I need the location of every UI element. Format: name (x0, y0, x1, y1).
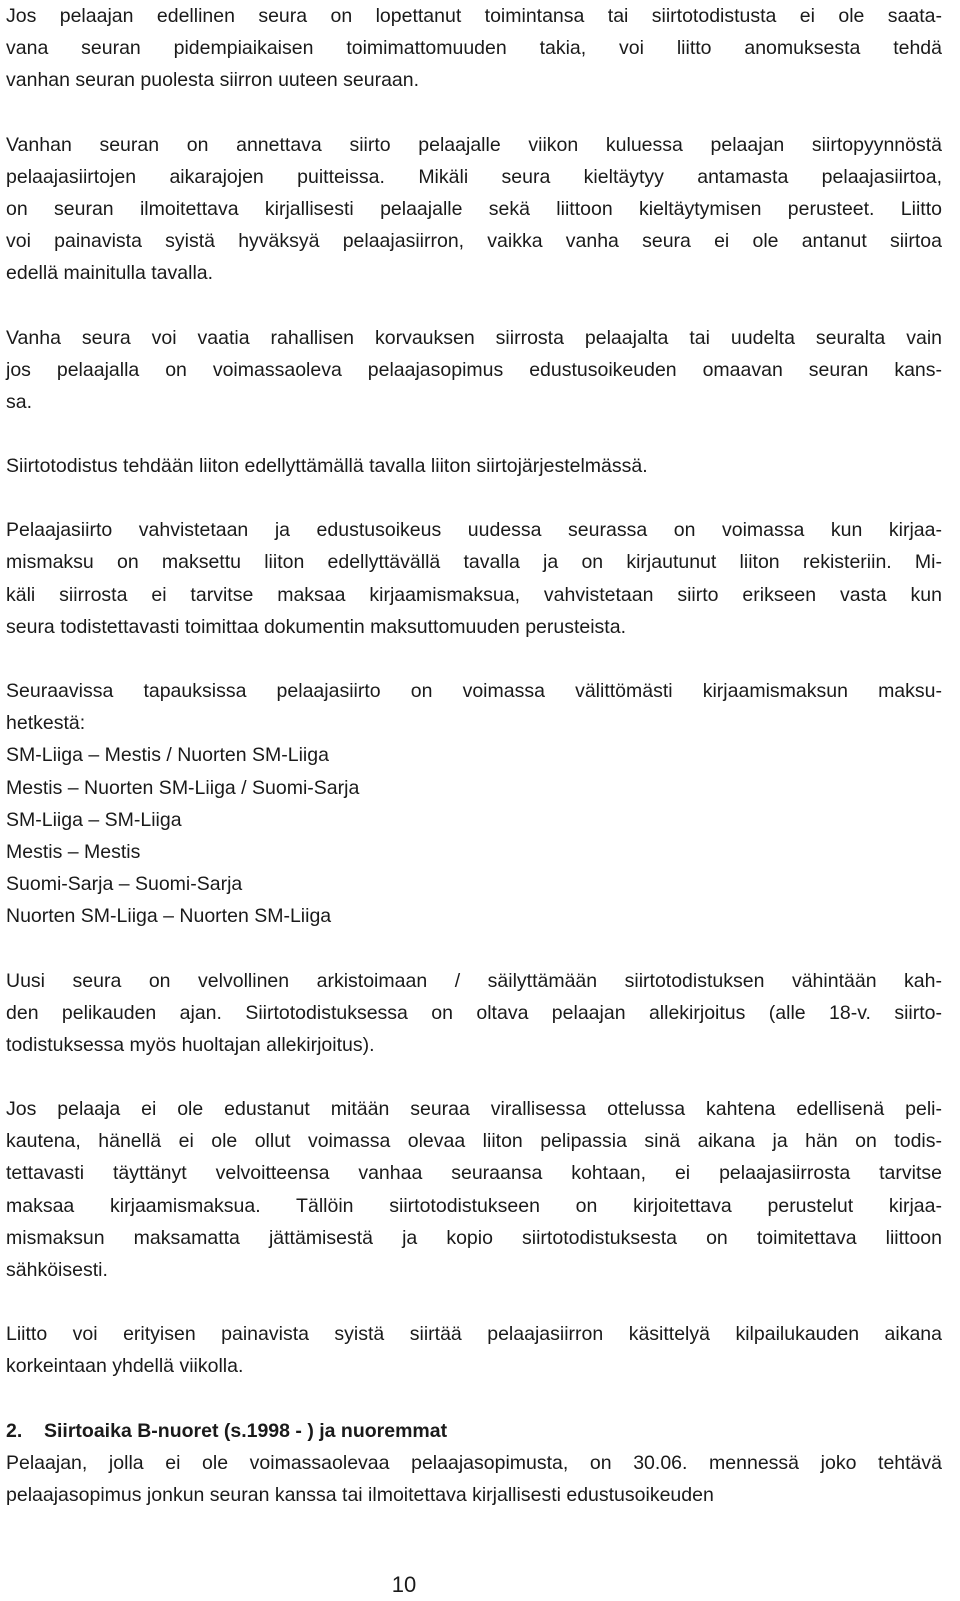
paragraph-compensation (6, 322, 942, 419)
text-line: hetkestä: (6, 712, 86, 735)
text-line: todistuksessa myös huoltajan allekirjoitus). (6, 1033, 375, 1056)
text-line: voi painavista syistä hyväksyä pelaajasiirron, vaikka vanha seura ei ole antanut siirtoa (6, 230, 942, 253)
paragraph-transfer-system (6, 450, 942, 482)
text-line: sähköisesti. (6, 1259, 108, 1281)
text-line: vana seuran pidempiaikaisen toimimattomuuden takia, voi liitto anomuksesta tehdä (6, 37, 942, 60)
league-pair-item: Mestis – Mestis (6, 840, 141, 863)
league-pair-item: SM-Liiga – SM-Liiga (6, 808, 182, 831)
text-line: seura todistettavasti toimittaa dokumentin maksuttomuuden perusteista. (6, 615, 626, 638)
text-line: käli siirrosta ei tarvitse maksaa kirjaamismaksua, vahvistetaan siirto erikseen vasta kun (6, 583, 942, 606)
document-page (6, 0, 942, 1511)
section-title: Siirtoaika B-nuoret (s.1998 - ) ja nuoremmat (44, 1419, 448, 1442)
league-pair-item: Suomi-Sarja – Suomi-Sarja (6, 873, 243, 896)
page-number: 10 (391, 1572, 417, 1597)
section-number: 2. (6, 1419, 23, 1442)
paragraph-archiving (6, 965, 942, 1062)
paragraph-old-club-obligation (6, 129, 942, 290)
section-heading (6, 1415, 942, 1447)
league-pair-item: Nuorten SM-Liiga – Nuorten SM-Liiga (6, 905, 332, 928)
text-line: den pelikauden ajan. Siirtotodistuksessa on oltava pelaajan allekirjoitus (alle 18-v. siirto- (6, 1001, 942, 1024)
paragraph-section-body (6, 1447, 942, 1511)
paragraph-fee-exemption (6, 1093, 942, 1286)
text-line: on seuran ilmoitettava kirjallisesti pelaajalle sekä liittoon kieltäytymisen perusteet. Liitto (6, 197, 942, 220)
paragraph-processing-delay (6, 1318, 942, 1382)
text-line: Vanhan seuran on annettava siirto pelaajalle viikon kuluessa pelaajan siirtopyynnöstä (6, 133, 942, 156)
text-line: kautena, hänellä ei ole ollut voimassa olevaa liiton pelipassia sinä aikana ja hän on todis- (6, 1130, 942, 1153)
text-line: tettavasti täyttänyt velvoitteensa vanhaa seuraansa kohtaan, ei pelaajasiirrosta tarvitse (6, 1162, 942, 1185)
text-line: sa. (6, 390, 33, 413)
text-line: edellä mainitulla tavalla. (6, 262, 214, 285)
text-line: vanhan seuran puolesta siirron uuteen seuraan. (6, 69, 420, 92)
league-pair-item: SM-Liiga – Mestis / Nuorten SM-Liiga (6, 744, 329, 767)
paragraph-immediate-transfers (6, 675, 942, 933)
paragraph-dissolved-club (6, 0, 942, 97)
text-line: Siirtotodistus tehdään liiton edellyttämällä tavalla liiton siirtojärjestelmässä. (6, 455, 648, 478)
paragraph-registration-fee (6, 514, 942, 643)
text-line: pelaajasiirtojen aikarajojen puitteissa. Mikäli seura kieltäytyy antamasta pelaajasiirtoa, (6, 165, 942, 188)
text-line: Jos pelaaja ei ole edustanut mitään seuraa virallisessa ottelussa kahtena edellisenä peli- (6, 1098, 942, 1121)
text-line: Pelaajasiirto vahvistetaan ja edustusoikeus uudessa seurassa on voimassa kun kirjaa- (6, 519, 942, 542)
text-line: Jos pelaajan edellinen seura on lopettanut toimintansa tai siirtotodistusta ei ole saata- (6, 5, 942, 27)
text-line: Seuraavissa tapauksissa pelaajasiirto on voimassa välittömästi kirjaamismaksun maksu- (6, 680, 942, 702)
text-line: mismaksu on maksettu liiton edellyttävällä tavalla ja on kirjautunut liiton rekisteriin. Mi- (6, 551, 942, 574)
league-pair-item: Mestis – Nuorten SM-Liiga / Suomi-Sarja (6, 776, 360, 799)
text-line: jos pelaajalla on voimassaoleva pelaajasopimus edustusoikeuden omaavan seuran kans- (6, 358, 942, 381)
text-line: mismaksun maksamatta jättämisestä ja kopio siirtotodistuksesta on toimitettava liittoon (6, 1226, 942, 1249)
text-line: Pelaajan, jolla ei ole voimassaolevaa pelaajasopimusta, on 30.06. mennessä joko tehtävä (6, 1451, 942, 1474)
text-line: korkeintaan yhdellä viikolla. (6, 1355, 244, 1378)
text-line: maksaa kirjaamismaksua. Tällöin siirtotodistukseen on kirjoitettava perustelut kirjaa- (6, 1194, 942, 1217)
text-line: pelaajasopimus jonkun seuran kanssa tai ilmoitettava kirjallisesti edustusoikeuden (6, 1483, 714, 1506)
text-line: Liitto voi erityisen painavista syistä siirtää pelaajasiirron käsittelyä kilpailukauden aikana (6, 1323, 942, 1346)
text-line: Vanha seura voi vaatia rahallisen korvauksen siirrosta pelaajalta tai uudelta seuralta vain (6, 326, 942, 349)
text-line: Uusi seura on velvollinen arkistoimaan / säilyttämään siirtotodistuksen vähintään kah- (6, 969, 942, 992)
